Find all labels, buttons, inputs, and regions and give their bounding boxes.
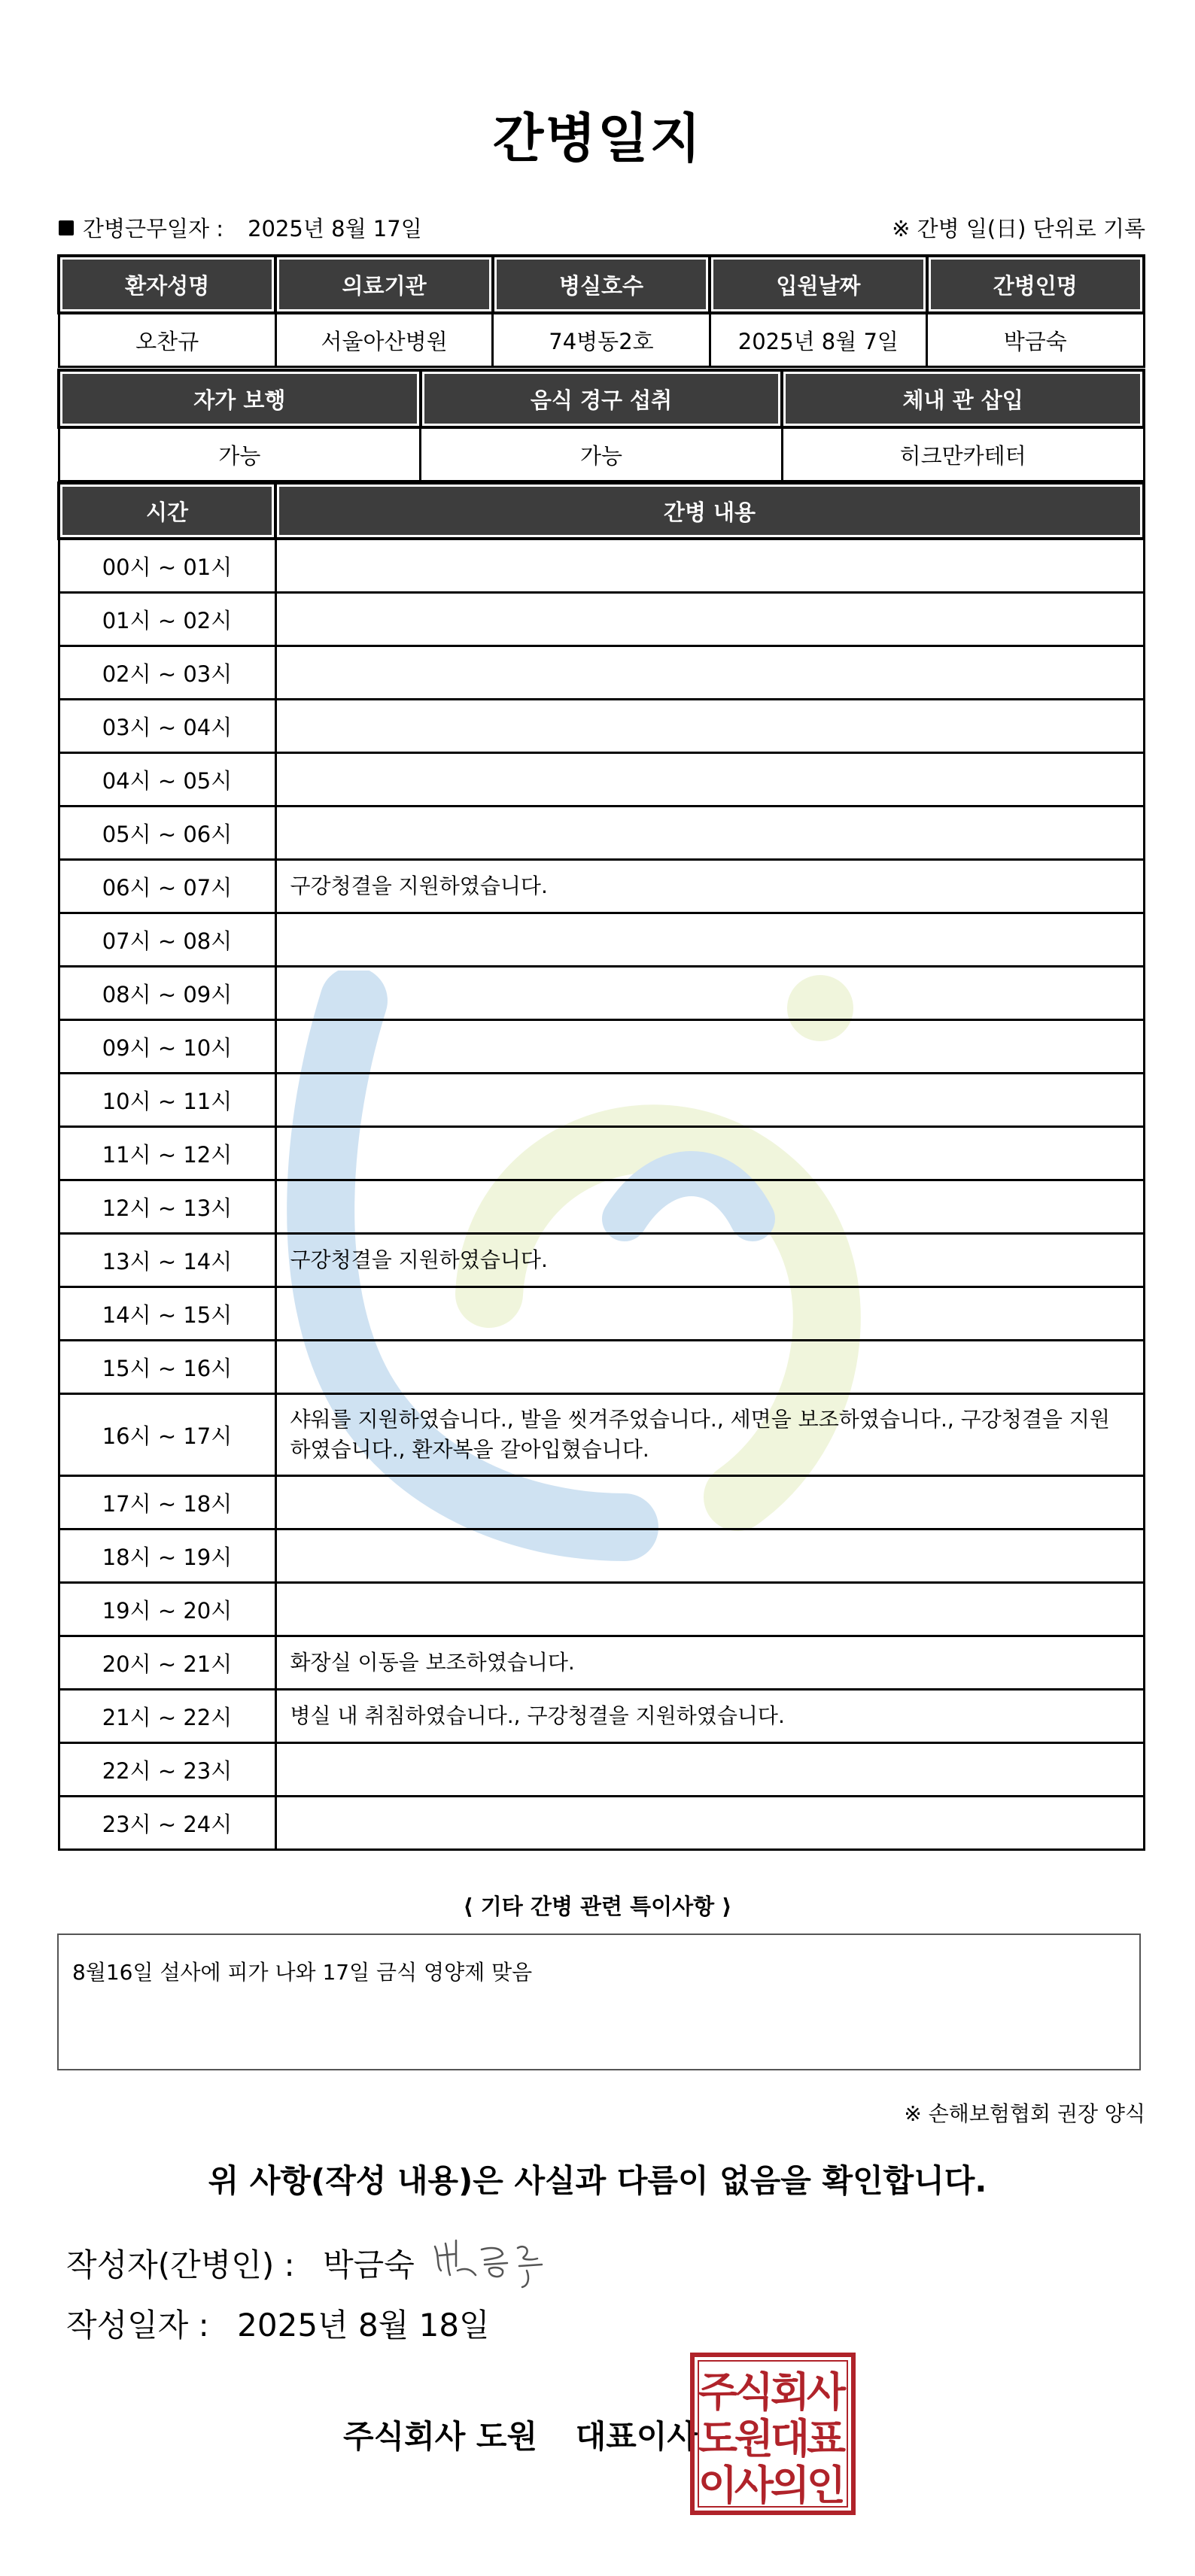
hourly-log-table [57,481,1145,1851]
table-row [59,753,1144,807]
time-cell: 21시 ~ 22시 [59,1690,275,1743]
content-header: 간병 내용 [275,483,1144,539]
svg-text:원: 원 [734,2415,774,2462]
company-seal-icon [689,2352,856,2516]
table-row [59,1690,1144,1743]
table-row [59,1583,1144,1636]
time-cell: 13시 ~ 14시 [59,1234,275,1287]
patient-header: 간병인명 [927,256,1144,313]
patient-info-table [57,254,1145,368]
svg-text:사: 사 [734,2462,774,2509]
content-cell [275,1530,1144,1583]
time-cell: 00시 ~ 01시 [59,539,275,593]
table-row [59,539,1144,593]
content-cell [275,1797,1144,1850]
content-cell [275,807,1144,860]
table-row [59,700,1144,753]
table-row [59,913,1144,967]
content-cell [275,1743,1144,1797]
table-row [59,1797,1144,1850]
special-notes-title: ⟨ 기타 간병 관련 특이사항 ⟩ [463,1894,732,1919]
work-date-value: 2025년 8월 17일 [248,216,422,242]
content-cell [275,593,1144,646]
content-cell [275,646,1144,700]
work-date-label: 간병근무일자 : [83,216,224,242]
content-cell [275,1127,1144,1180]
time-cell: 19시 ~ 20시 [59,1583,275,1636]
content-cell [275,1020,1144,1074]
time-cell: 22시 ~ 23시 [59,1743,275,1797]
time-cell: 06시 ~ 07시 [59,860,275,913]
time-cell: 20시 ~ 21시 [59,1636,275,1690]
time-cell: 10시 ~ 11시 [59,1074,275,1127]
writer-name: 박금숙 [323,2246,415,2283]
table-row [59,593,1144,646]
company-name: 주식회사 도원 [343,2418,538,2455]
status-header: 자가 보행 [59,370,421,427]
content-cell [275,700,1144,753]
walking-status-cell: 가능 [59,427,421,481]
square-bullet-icon [59,220,74,235]
table-row [59,860,1144,913]
time-cell: 08시 ~ 09시 [59,967,275,1020]
table-row [59,1341,1144,1394]
svg-text:도: 도 [698,2415,738,2462]
patient-header: 병실호수 [493,256,710,313]
table-row [59,1127,1144,1180]
svg-text:사: 사 [806,2368,847,2416]
content-cell: 구강청결을 지원하였습니다. [275,860,1144,913]
time-cell: 17시 ~ 18시 [59,1476,275,1530]
time-cell: 04시 ~ 05시 [59,753,275,807]
table-row [59,1020,1144,1074]
table-row [59,967,1144,1020]
hospital-cell: 서울아산병원 [275,313,492,367]
content-cell [275,1287,1144,1341]
time-cell: 18시 ~ 19시 [59,1530,275,1583]
svg-text:표: 표 [806,2415,847,2462]
time-cell: 02시 ~ 03시 [59,646,275,700]
company-line [343,2412,698,2457]
table-row [59,1074,1144,1127]
time-cell: 12시 ~ 13시 [59,1180,275,1234]
time-cell: 01시 ~ 02시 [59,593,275,646]
content-cell: 화장실 이동을 보조하였습니다. [275,1636,1144,1690]
svg-text:의: 의 [770,2462,810,2509]
table-row [59,1530,1144,1583]
time-cell: 14시 ~ 15시 [59,1287,275,1341]
content-cell [275,1583,1144,1636]
time-cell: 11시 ~ 12시 [59,1127,275,1180]
time-cell: 15시 ~ 16시 [59,1341,275,1394]
svg-text:이: 이 [698,2462,738,2509]
time-cell: 16시 ~ 17시 [59,1394,275,1476]
svg-text:대: 대 [770,2415,810,2462]
content-cell [275,753,1144,807]
svg-text:인: 인 [806,2462,847,2509]
document-title: 간병일지 [492,108,703,169]
content-cell: 병실 내 취침하였습니다., 구강청결을 지원하였습니다. [275,1690,1144,1743]
caregiver-name-cell: 박금숙 [927,313,1144,367]
patient-name-cell: 오찬규 [59,313,275,367]
patient-status-table [57,369,1145,482]
write-date-label: 작성일자 : [66,2307,209,2344]
oral-intake-cell: 가능 [421,427,783,481]
confirmation-statement: 위 사항(작성 내용)은 사실과 다름이 없음을 확인합니다. [208,2162,987,2199]
special-notes-box [57,1934,1141,2070]
patient-header: 의료기관 [275,256,492,313]
special-notes-text: 8월16일 설사에 피가 나와 17일 금식 영양제 맞음 [72,1960,533,1985]
patient-header: 환자성명 [59,256,275,313]
content-cell [275,1074,1144,1127]
table-row [59,1234,1144,1287]
writer-label: 작성자(간병인) : [66,2246,295,2283]
time-cell: 23시 ~ 24시 [59,1797,275,1850]
table-row [59,1476,1144,1530]
table-row [59,1636,1144,1690]
room-cell: 74병동2호 [493,313,710,367]
signature-icon [429,2233,557,2293]
content-cell [275,1476,1144,1530]
time-header: 시간 [59,483,275,539]
table-row [59,646,1144,700]
content-cell: 샤워를 지원하였습니다., 발을 씻겨주었습니다., 세면을 보조하였습니다., 구강청결을 지원하였습니다., 환자복을 갈아입혔습니다. [275,1394,1144,1476]
content-cell [275,913,1144,967]
table-row [59,1394,1144,1476]
status-header: 체내 관 삽입 [782,370,1144,427]
time-cell: 03시 ~ 04시 [59,700,275,753]
write-date-value: 2025년 8월 18일 [237,2307,490,2344]
status-header: 음식 경구 섭취 [421,370,783,427]
svg-text:회: 회 [770,2368,810,2416]
svg-text:주: 주 [698,2368,738,2416]
table-row [59,807,1144,860]
content-cell [275,539,1144,593]
time-cell: 09시 ~ 10시 [59,1020,275,1074]
content-cell [275,1180,1144,1234]
table-row [59,1287,1144,1341]
write-date-line [66,2301,490,2346]
admission-date-cell: 2025년 8월 7일 [710,313,926,367]
table-row [59,1180,1144,1234]
content-cell [275,1341,1144,1394]
content-cell: 구강청결을 지원하였습니다. [275,1234,1144,1287]
work-date-line [59,212,422,243]
table-row [59,1743,1144,1797]
patient-header: 입원날짜 [710,256,926,313]
time-cell: 05시 ~ 06시 [59,807,275,860]
form-source-note: ※ 손해보험협회 권장 양식 [904,2101,1145,2126]
content-cell [275,967,1144,1020]
writer-line [66,2240,415,2286]
unit-note: ※ 간병 일(日) 단위로 기록 [892,216,1145,242]
tube-insertion-cell: 히크만카테터 [782,427,1144,481]
time-cell: 07시 ~ 08시 [59,913,275,967]
ceo-label: 대표이사 [575,2418,698,2455]
svg-text:식: 식 [734,2368,774,2416]
